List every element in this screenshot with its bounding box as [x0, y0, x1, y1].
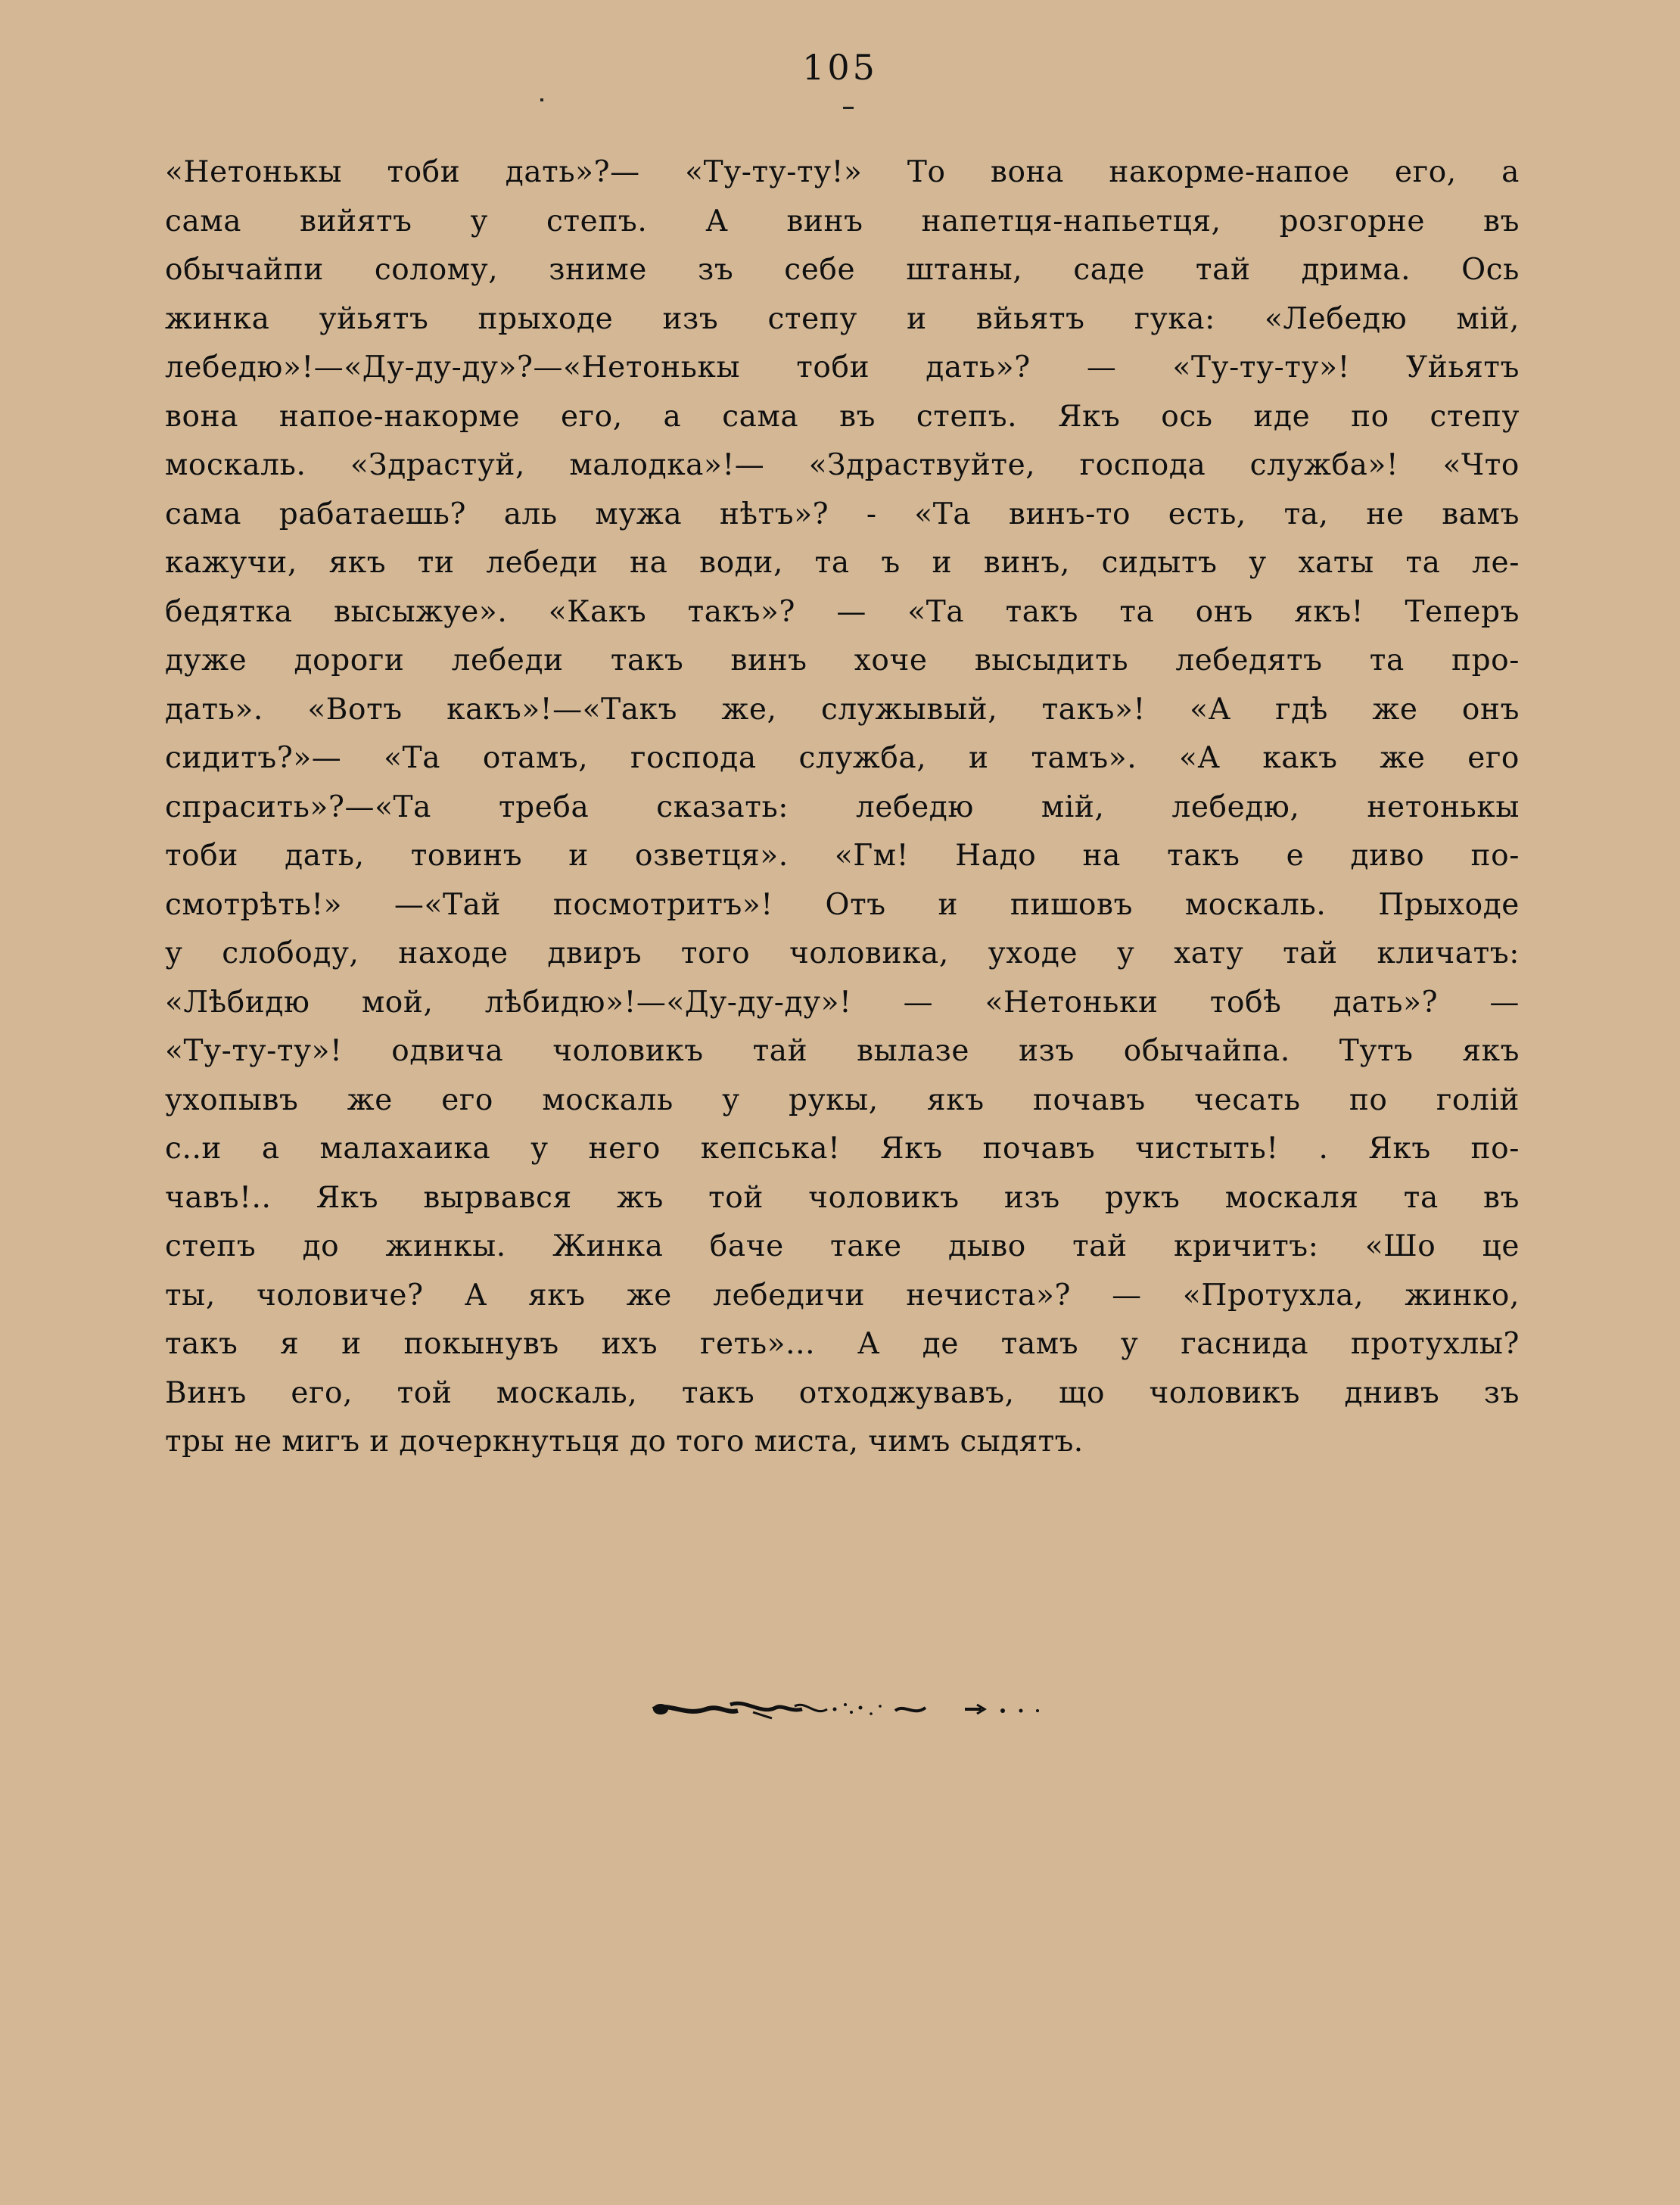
text-line: ты, чоловиче? А якъ же лебедичи нечиста»? — «Протухла, жинко,: [165, 1278, 1520, 1313]
text-line: «Ту-ту-ту»! одвича чоловикъ тай вылазе изъ обычайпа. Тутъ якъ: [165, 1034, 1520, 1068]
text-line: сама вийятъ у степъ. А винъ напетця-напьетця, розгорне въ: [165, 204, 1520, 238]
text-line: вона напое-накорме его, а сама въ степъ. Якъ ось иде по степу: [165, 399, 1520, 434]
text-line: кажучи, якъ ти лебеди на води, та ъ и винъ, сидытъ у хаты та ле-: [165, 546, 1520, 580]
text-line: лебедю»!—«Ду-ду-ду»?—«Нетонькы тоби дать»? — «Ту-ту-ту»! Уйьятъ: [165, 350, 1520, 385]
text-line: тоби дать, товинъ и озветця». «Гм! Надо на такъ е диво по-: [165, 839, 1520, 873]
print-speck: [540, 98, 543, 101]
ornament-divider-icon: [647, 1696, 1056, 1726]
page-number: 105: [802, 47, 878, 88]
text-line: обычайпи солому, зниме зъ себе штаны, саде тай дрима. Ось: [165, 253, 1520, 287]
text-line: москаль. «Здрастуй, малодка»!— «Здраствуйте, господа служба»! «Что: [165, 448, 1520, 482]
text-line: «Лѣбидю мой, лѣбидю»!—«Ду-ду-ду»! — «Нетоньки тобѣ дать»? —: [165, 985, 1520, 1020]
text-line: бедятка высыжуе». «Какъ такъ»? — «Та такъ та онъ якъ! Теперъ: [165, 594, 1520, 629]
text-line: дуже дороги лебеди такъ винъ хоче высыдить лебедятъ та про-: [165, 643, 1520, 677]
text-line: дать». «Вотъ какъ»!—«Такъ же, служывый, такъ»! «А гдѣ же онъ: [165, 692, 1520, 727]
text-line: «Нетонькы тоби дать»?— «Ту-ту-ту!» То вона накорме-напое его, а: [165, 155, 1520, 189]
text-line: чавъ!.. Якъ вырвався жъ той чоловикъ изъ рукъ москаля та въ: [165, 1180, 1520, 1215]
text-line: ухопывъ же его москаль у рукы, якъ почавъ чесать по голій: [165, 1082, 1520, 1117]
text-line: жинка уйьятъ прыходе изъ степу и вйьятъ гука: «Лебедю мій,: [165, 301, 1520, 336]
text-line: тры не мигъ и дочеркнутьця до того миста, чимъ сыдятъ.: [165, 1425, 1084, 1459]
body-text: [165, 148, 1520, 1467]
text-line: спрасить»?—«Та треба сказать: лебедю мій, лебедю, нетонькы: [165, 790, 1520, 824]
text-line: степъ до жинкы. Жинка баче таке дыво тай кричитъ: «Шо це: [165, 1229, 1520, 1263]
text-line: такъ я и покынувъ ихъ геть»... А де тамъ у гаснида протухлы?: [165, 1327, 1520, 1361]
text-line: у слободу, находе двиръ того чоловика, уходе у хату тай кличатъ:: [165, 936, 1520, 970]
text-line: смотрѣть!» —«Тай посмотритъ»! Отъ и пишовъ москаль. Прыходе: [165, 887, 1520, 922]
print-speck: [843, 107, 854, 109]
text-line: с..и а малахаика у него кепська! Якъ почавъ чистыть! . Якъ по-: [165, 1132, 1520, 1166]
text-line: Винъ его, той москаль, такъ отходжувавъ, що чоловикъ днивъ зъ: [165, 1375, 1520, 1410]
text-line: сидитъ?»— «Та отамъ, господа служба, и тамъ». «А какъ же его: [165, 741, 1520, 775]
text-line: сама рабатаешь? аль мужа нѣтъ»? - «Та винъ-то есть, та, не вамъ: [165, 497, 1520, 531]
